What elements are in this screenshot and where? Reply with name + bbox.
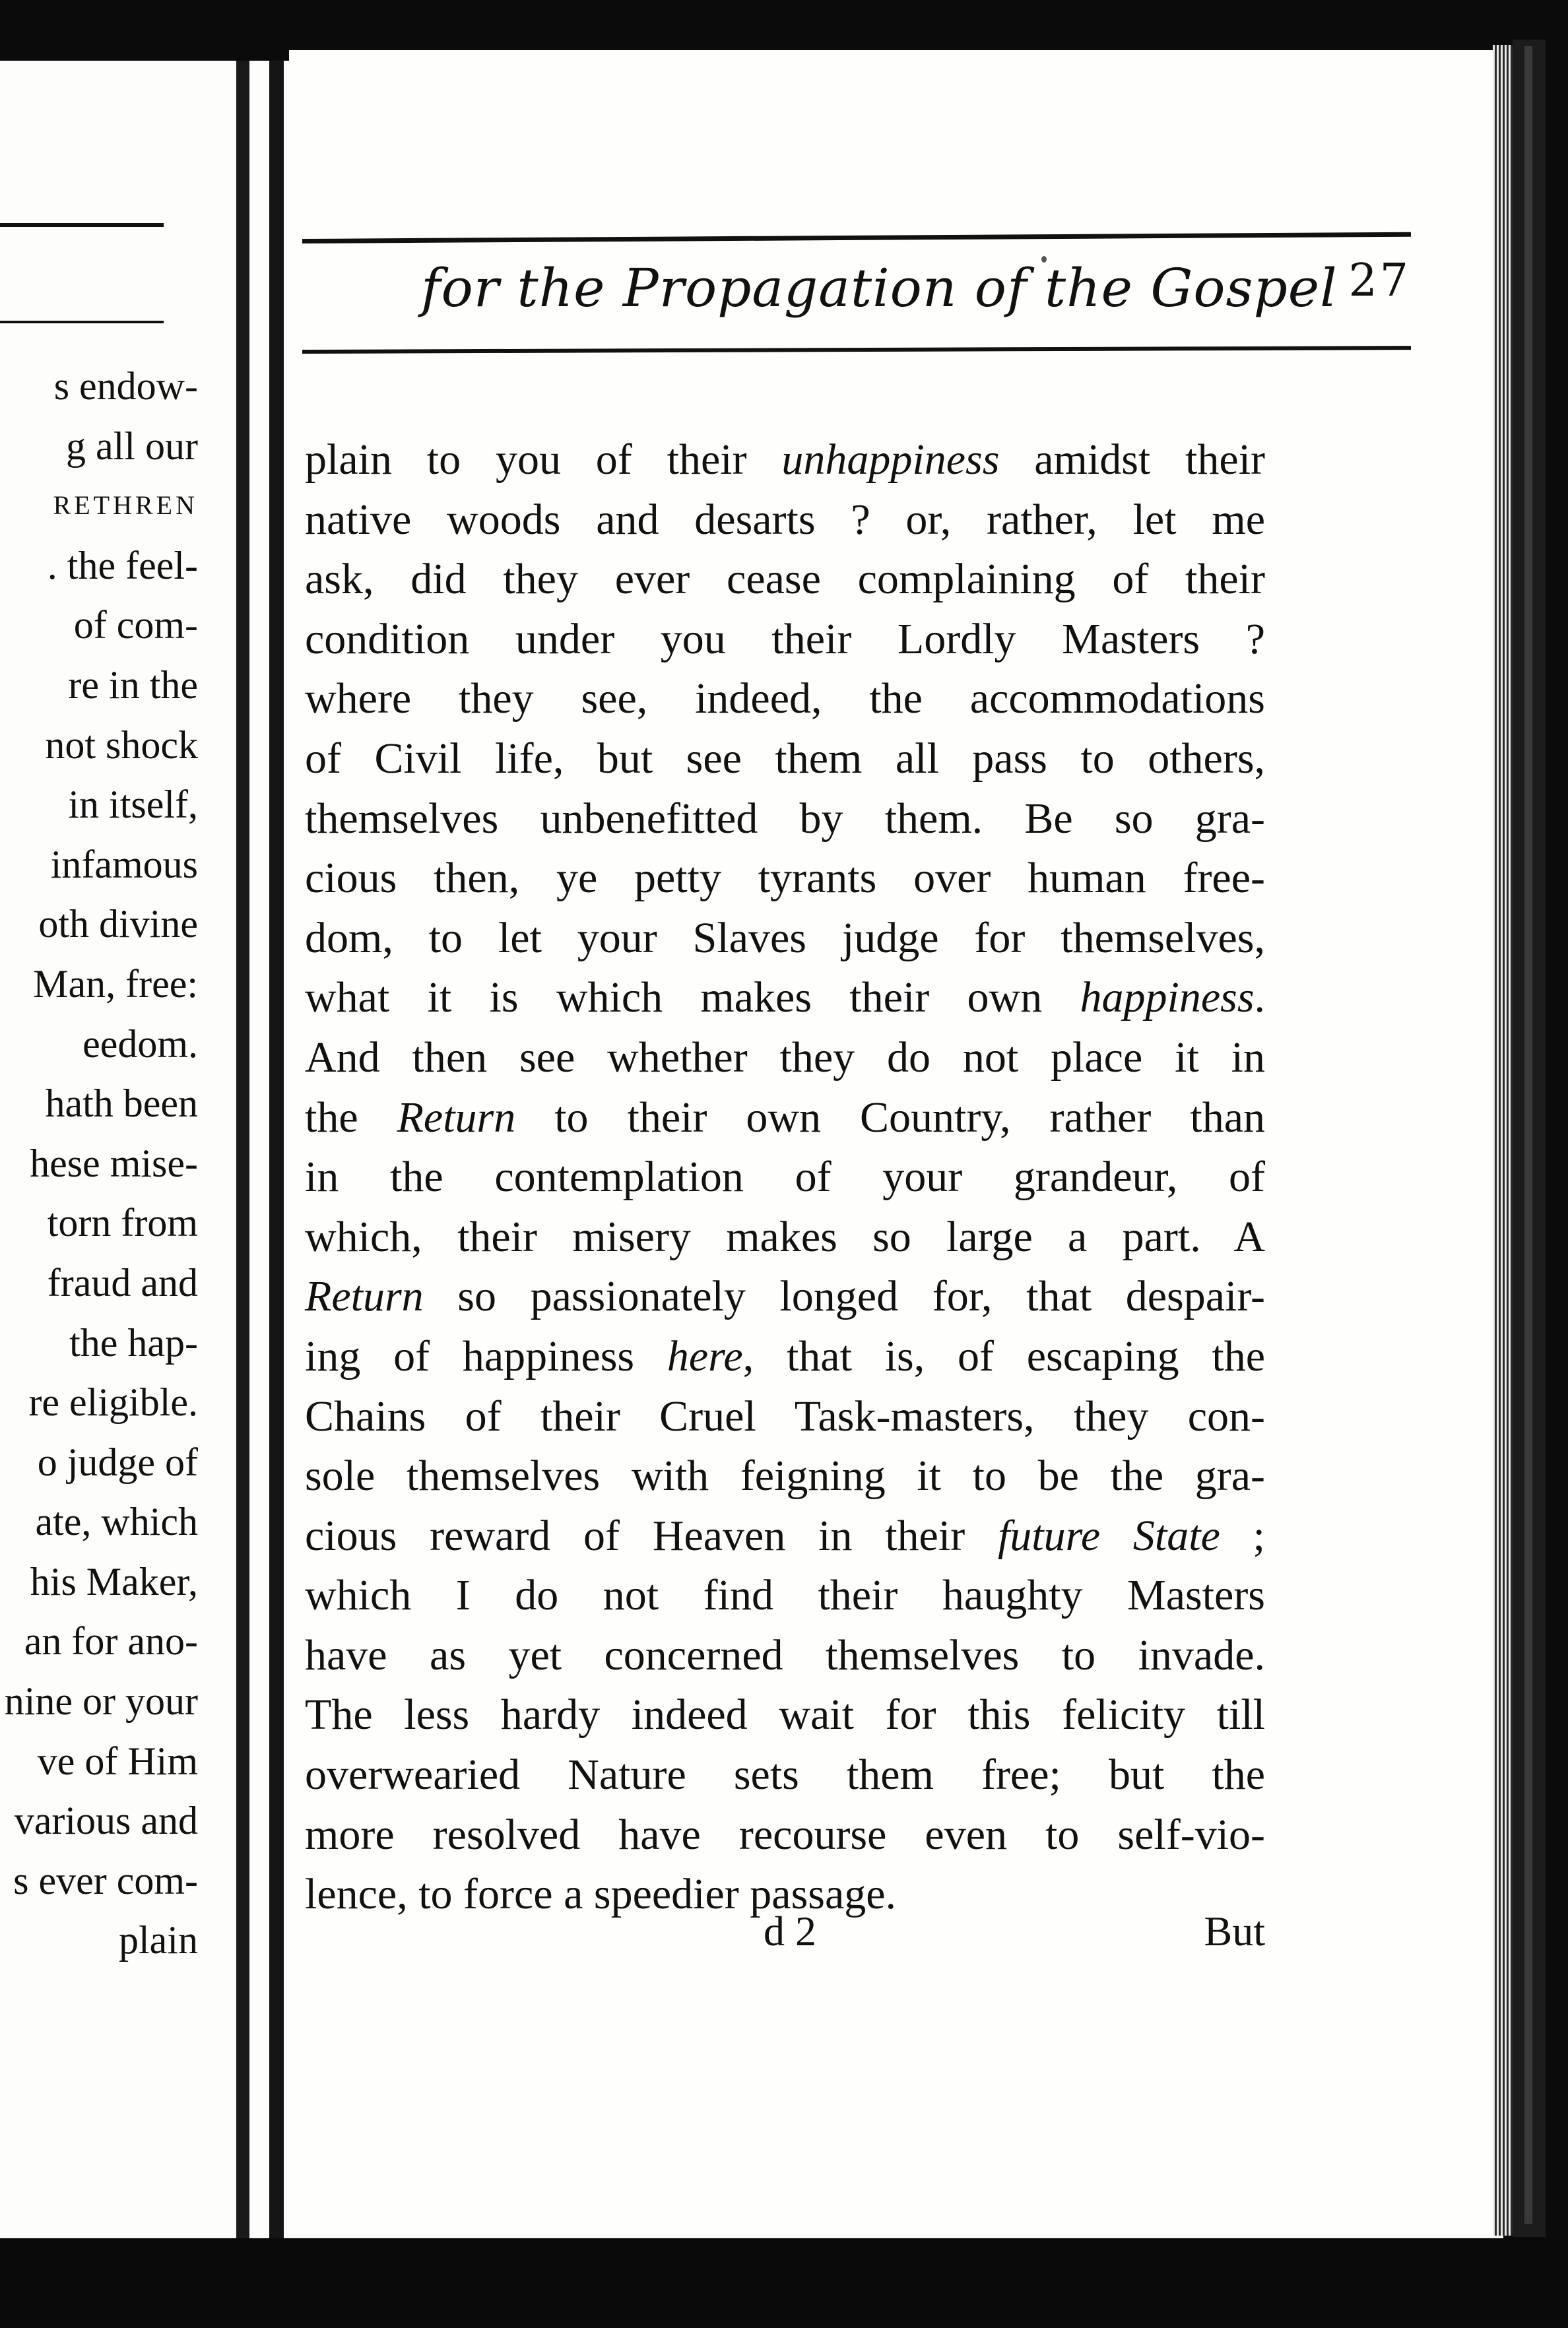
running-head-title: for the Propagation of the Gospel	[421, 257, 1338, 319]
roman-text: cious reward of Heaven in their	[305, 1511, 998, 1560]
roman-text: which I do not find their haughty Masters	[305, 1571, 1265, 1620]
left-page-line: hath been	[45, 1082, 198, 1126]
body-line	[305, 550, 1265, 610]
roman-text: dom, to let your Slaves judge for themselves,	[305, 913, 1265, 962]
roman-text: ask, did they ever cease complaining of their	[305, 555, 1265, 604]
left-page-line: Man, free:	[33, 961, 198, 1006]
roman-text: the	[305, 1093, 397, 1142]
body-line	[305, 1208, 1265, 1268]
left-page-line: RETHREN	[53, 490, 198, 521]
signature-mark: d 2	[764, 1908, 816, 1955]
left-page-line: plain	[119, 1918, 198, 1962]
body-line	[305, 1028, 1265, 1088]
body-line	[305, 1745, 1265, 1805]
page-footer	[305, 1907, 1265, 1966]
catchword: But	[1204, 1908, 1265, 1955]
italic-text: unhappiness	[781, 436, 1000, 484]
left-page-line: ate, which	[35, 1500, 198, 1544]
body-line	[305, 1626, 1265, 1686]
left-page-line: oth divine	[38, 902, 198, 946]
body-line	[305, 968, 1265, 1028]
body-line	[305, 1566, 1265, 1626]
roman-text: lence, to force a speedier passage.	[305, 1870, 897, 1919]
left-page-line: g all our	[66, 424, 198, 468]
left-facing-page	[0, 61, 236, 2238]
left-page-line: infamous	[50, 842, 198, 886]
body-line	[305, 1506, 1265, 1567]
left-head-rule-bottom	[0, 321, 164, 323]
left-page-line: . the feel-	[47, 543, 198, 587]
body-line	[305, 1805, 1265, 1865]
running-head-rule-bottom	[302, 346, 1411, 354]
roman-text: .	[1254, 973, 1265, 1022]
left-page-line: torn from	[47, 1201, 198, 1245]
roman-text: , that is, of escaping the	[742, 1332, 1265, 1380]
left-page-line: not shock	[45, 723, 198, 767]
left-page-line: the hap-	[69, 1320, 198, 1365]
left-page-line: s ever com-	[13, 1858, 198, 1902]
roman-text: to their own Country, rather than	[515, 1093, 1265, 1142]
roman-text: And then see whether they do not place it in	[305, 1033, 1265, 1082]
left-page-line: hese mise-	[30, 1141, 198, 1185]
roman-text: ing of happiness	[305, 1332, 667, 1380]
roman-text: plain to you of their	[305, 436, 782, 484]
left-page-line: o judge of	[37, 1440, 198, 1484]
body-line	[305, 729, 1265, 789]
roman-text: so passionately longed for, that despair-	[423, 1272, 1265, 1321]
italic-text: Return	[397, 1093, 516, 1142]
left-head-rule-top	[0, 223, 164, 227]
roman-text: native woods and desarts ? or, rather, let me	[305, 495, 1265, 544]
scan-background	[0, 2238, 1568, 2328]
page-edges	[1493, 45, 1513, 2236]
italic-text: Return	[305, 1272, 424, 1321]
body-line	[305, 849, 1265, 909]
body-line	[305, 1267, 1265, 1327]
roman-text: more resolved have recourse even to self-vio-	[305, 1810, 1265, 1859]
body-line	[305, 610, 1265, 670]
left-page-line: re eligible.	[28, 1380, 198, 1425]
right-main-page	[289, 50, 1503, 2240]
body-line	[305, 1327, 1265, 1387]
roman-text: which, their misery makes so large a part. A	[305, 1212, 1265, 1261]
roman-text: have as yet concerned themselves to invade.	[305, 1631, 1265, 1679]
left-page-line: re in the	[68, 663, 198, 707]
left-page-text	[0, 356, 198, 1970]
running-head	[302, 239, 1411, 371]
left-page-line: of com-	[73, 603, 198, 647]
body-line	[305, 1446, 1265, 1506]
roman-text: of Civil life, but see them all pass to others,	[305, 734, 1265, 783]
roman-text: overwearied Nature sets them free; but the	[305, 1751, 1265, 1799]
roman-text: in the contemplation of your grandeur, of	[305, 1153, 1265, 1202]
roman-text: cious then, ye petty tyrants over human free-	[305, 854, 1265, 903]
left-page-line: his Maker,	[30, 1559, 198, 1603]
book-cover-inner-edge	[1524, 46, 1532, 2224]
left-page-line: eedom.	[82, 1021, 198, 1066]
left-page-line: in itself,	[68, 783, 198, 827]
book-gutter	[231, 61, 290, 2251]
left-page-line: various and	[14, 1799, 198, 1843]
roman-text: ;	[1220, 1511, 1265, 1560]
left-page-line: nine or your	[4, 1679, 198, 1724]
body-line	[305, 490, 1265, 550]
body-line	[305, 1387, 1265, 1447]
left-page-line: fraud and	[47, 1260, 198, 1305]
roman-text: sole themselves with feigning it to be the gra-	[305, 1452, 1265, 1501]
running-head-rule-top	[302, 232, 1411, 243]
roman-text: what it is which makes their own	[305, 973, 1080, 1022]
body-line	[305, 430, 1265, 490]
roman-text: The less hardy indeed wait for this felicity till	[305, 1691, 1265, 1739]
body-line	[305, 1088, 1265, 1148]
left-page-line: an for ano-	[24, 1619, 198, 1664]
left-page-line: s endow-	[53, 364, 198, 408]
page-number: 27	[1348, 255, 1411, 307]
roman-text: condition under you their Lordly Masters ?	[305, 614, 1265, 663]
body-line	[305, 789, 1265, 849]
italic-text: happiness	[1080, 973, 1255, 1022]
body-text	[305, 430, 1265, 1925]
roman-text: where they see, indeed, the accommodations	[305, 674, 1265, 723]
roman-text: Chains of their Cruel Task-masters, they con-	[305, 1392, 1265, 1440]
italic-text: here	[667, 1332, 743, 1380]
left-page-line: ve of Him	[37, 1739, 198, 1783]
roman-text: themselves unbenefitted by them. Be so gra-	[305, 794, 1265, 843]
body-line	[305, 909, 1265, 969]
body-line	[305, 1148, 1265, 1208]
body-line	[305, 669, 1265, 729]
roman-text: amidst their	[999, 436, 1266, 484]
italic-text: future State	[997, 1511, 1220, 1560]
body-line	[305, 1685, 1265, 1745]
